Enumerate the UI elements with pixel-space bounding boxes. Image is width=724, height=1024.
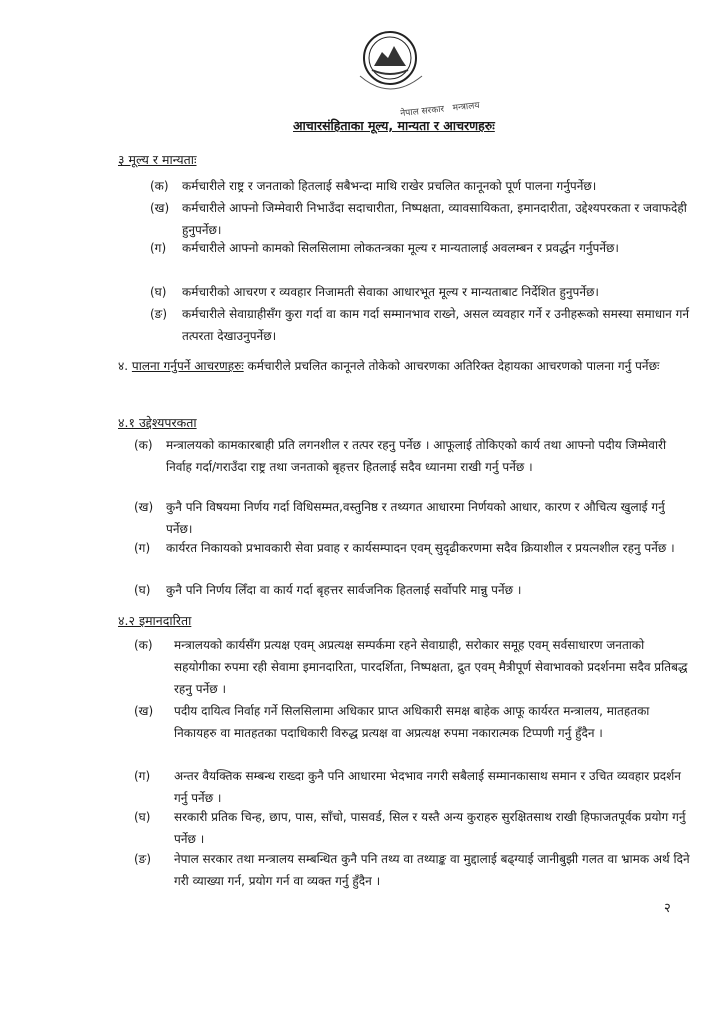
item-text: कुनै पनि विषयमा निर्णय गर्दा विधिसम्मत,वस्तुनिष्ठ र तथ्यगत आधारमा निर्णयको आधार, कारण र औचित्य खुलाई गर्नु पर्नेछ।	[166, 500, 665, 536]
item-marker: (घ)	[134, 583, 151, 597]
item-marker: (ङ)	[150, 307, 168, 321]
item-text: पदीय दायित्व निर्वाह गर्ने सिलसिलामा अधिकार प्राप्त अधिकारी समक्ष बाहेक आफू कार्यरत मन्त्रालय, मातहतका निकायहरु वा मातहतका पदाधिकारी विरुद्ध प्रत्यक्ष वा अप्रत्यक्ष रुपमा नकारात्मक टिप्पणी गर्नु हुँदैन ।	[174, 704, 650, 740]
item-text: कर्मचारीले सेवाग्राहीसँग कुरा गर्दा वा काम गर्दा सम्मानभाव राख्ने, असल व्यवहार गर्ने र उनीहरूको समस्या समाधान गर्न तत्परता देखाउनुपर्नेछ।	[182, 307, 690, 343]
item-text: मन्त्रालयको कामकारबाही प्रति लगनशील र तत्पर रहनु पर्नेछ । आफूलाई तोकिएको कार्य तथा आफ्नो पदीय जिम्मेवारी निर्वाह गर्दा/गराउँदा राष्ट्र तथा जनताको बृहत्तर हितलाई सदैव ध्यानमा राखी गर्नु पर्नेछ ।	[166, 438, 667, 474]
item-text: अन्तर वैयक्तिक सम्बन्ध राख्दा कुनै पनि आधारमा भेदभाव नगरी सबैलाई सम्मानकासाथ समान र उचित व्यवहार प्रदर्शन गर्नु पर्नेछ ।	[174, 769, 681, 805]
sec3-item	[150, 197, 690, 241]
item-text: कर्मचारीले आफ्नो जिम्मेवारी निभाउँदा सदाचारीता, निष्पक्षता, व्यावसायिकता, इमानदारीता, उद्देश्यपरकता र जवाफदेही हुनुपर्नेछ।	[182, 201, 687, 237]
item-text: मन्त्रालयको कार्यसँग प्रत्यक्ष एवम् अप्रत्यक्ष सम्पर्कमा रहने सेवाग्राही, सरोकार समूह एवम् सर्वसाधारण जनताको सहयोगीका रुपमा रही सेवामा इमानदारिता, पारदर्शिता, निष्पक्षता, द्रुत एवम् मैत्रीपूर्ण सेवाभावको प्रदर्शनमा सदैव प्रतिबद्ध रहनु पर्नेछ ।	[174, 638, 688, 696]
sec41-item	[134, 496, 684, 540]
page-title: आचारसंहिताका मूल्य, मान्यता र आचरणहरुः	[293, 118, 495, 133]
item-text: कर्मचारीले आफ्नो कामको सिलसिलामा लोकतन्त्रका मूल्य र मान्यतालाई अवलम्बन र प्रवर्द्धन गर्नुपर्नेछ।	[182, 241, 619, 255]
sec42-item	[134, 700, 694, 744]
item-marker: (ग)	[134, 541, 151, 555]
sec3-item	[150, 281, 690, 303]
sec42-item	[134, 806, 694, 850]
item-marker: (क)	[134, 438, 153, 452]
item-text: सरकारी प्रतिक चिन्ह, छाप, पास, साँचो, पासवर्ड, सिल र यस्तै अन्य कुराहरु सुरक्षितसाथ राखी हिफाजतपूर्वक प्रयोग गर्नु पर्नेछ ।	[174, 810, 686, 846]
seal-stamp-text: नेपाल सरकार मन्त्रालय	[399, 100, 481, 120]
sec42-item	[134, 848, 694, 892]
item-marker: (घ)	[134, 810, 151, 824]
section-4-intro-block	[118, 355, 678, 377]
section-4-intro: कर्मचारीले प्रचलित कानूनले तोकेको आचरणका अतिरिक्त देहायका आचरणको पालना गर्नु पर्नेछः	[247, 359, 660, 373]
sec3-item	[150, 237, 690, 259]
section-3-heading: ३ मूल्य र मान्यताः	[118, 152, 197, 167]
sec3-item	[150, 175, 690, 197]
item-text: कर्मचारीको आचरण र व्यवहार निजामती सेवाका आधारभूत मूल्य र मान्यताबाट निर्देशित हुनुपर्नेछ।	[182, 285, 599, 299]
item-text: कार्यरत निकायको प्रभावकारी सेवा प्रवाह र कार्यसम्पादन एवम् सुदृढीकरणमा सदैव क्रियाशील र प्रयत्नशील रहनु पर्नेछ ।	[166, 541, 675, 555]
item-marker: (ग)	[134, 769, 151, 783]
section-4-1-heading: ४.१ उद्देश्यपरकता	[118, 415, 197, 430]
sec41-item	[134, 537, 684, 559]
item-text: नेपाल सरकार तथा मन्त्रालय सम्बन्धित कुनै पनि तथ्य वा तथ्याङ्क वा मुद्दालाई बढ्ग्याई जानीबुझी गलत वा भ्रामक अर्थ दिने गरी व्याख्या गर्न, प्रयोग गर्न वा व्यक्त गर्नु हुँदैन ।	[174, 852, 690, 888]
page-number: २	[664, 901, 671, 916]
section-4-heading: पालना गर्नुपर्ने आचरणहरुः	[131, 359, 244, 373]
item-marker: (घ)	[150, 285, 167, 299]
sec42-item	[134, 765, 694, 809]
item-marker: (ख)	[134, 500, 154, 514]
section-4-number: ४.	[118, 359, 129, 373]
item-marker: (क)	[134, 638, 153, 652]
item-marker: (ग)	[150, 241, 167, 255]
sec41-item	[134, 579, 684, 601]
sec3-item	[150, 303, 690, 347]
item-marker: (ङ)	[134, 852, 152, 866]
section-4-2-heading: ४.२ इमानदारिता	[118, 613, 192, 628]
item-text: कर्मचारीले राष्ट्र र जनताको हितलाई सबैभन्दा माथि राखेर प्रचलित कानूनको पूर्ण पालना गर्नुपर्नेछ।	[182, 179, 597, 193]
sec42-item	[134, 634, 694, 700]
item-marker: (क)	[150, 179, 169, 193]
item-marker: (ख)	[150, 201, 170, 215]
sec41-item	[134, 434, 684, 478]
item-marker: (ख)	[134, 704, 154, 718]
item-text: कुनै पनि निर्णय लिँदा वा कार्य गर्दा बृहत्तर सार्वजनिक हितलाई सर्वोपरि मान्नु पर्नेछ ।	[166, 583, 522, 597]
